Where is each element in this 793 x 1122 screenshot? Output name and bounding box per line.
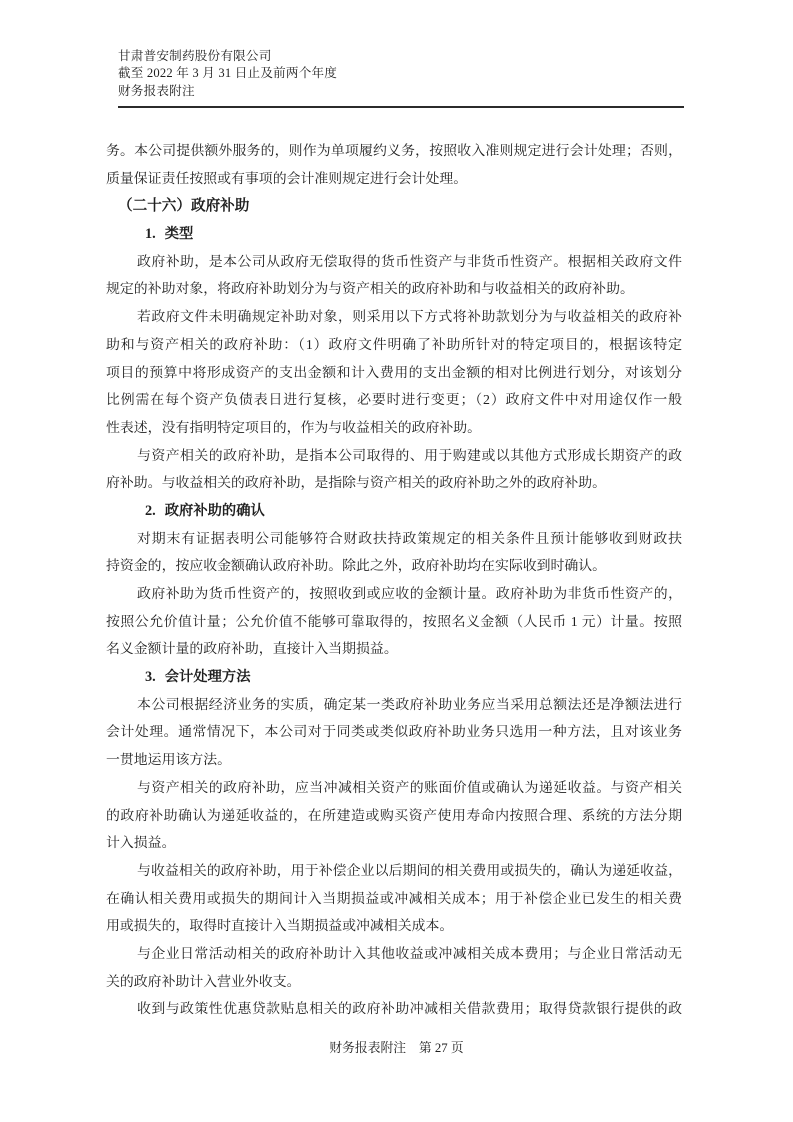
document-line: 与企业日常活动相关的政府补助计入其他收益或冲减相关成本费用；与企业日常活动无 [137,946,682,962]
document-line: 在确认相关费用或损失的期间计入当期损益或冲减相关成本；用于补偿企业已发生的相关费 [106,891,682,907]
document-line: 会计处理。通常情况下，本公司对于同类或类似政府补助业务只选用一种方法，且对该业务 [106,725,682,741]
document-line: 与资产相关的政府补助，是指本公司取得的、用于购建或以其他方式形成长期资产的政 [137,448,682,464]
document-line: 性表述，没有指明特定项目的，作为与收益相关的政府补助。 [106,420,482,436]
heading-number: 2. [145,502,156,519]
document-line: 收到与政策性优惠贷款贴息相关的政府补助冲减相关借款费用；取得贷款银行提供的政 [137,1002,682,1018]
document-line: 若政府文件未明确规定补助对象，则采用以下方式将补助款划分为与收益相关的政府补 [137,310,682,326]
document-line: 对期末有证据表明公司能够符合财政扶持政策规定的相关条件且预计能够收到财政扶 [137,531,682,547]
section-heading: （二十六）政府补助 [118,198,250,215]
header-rule [118,106,684,108]
heading-label: 会计处理方法 [164,669,251,686]
document-line: 本公司根据经济业务的实质，确定某一类政府补助业务应当采用总额法还是净额法进行 [137,697,682,713]
document-line: 名义金额计量的政府补助，直接计入当期损益。 [106,642,398,658]
heading-number: 1. [145,226,156,243]
document-line: 项目的预算中将形成资产的支出金额和计入费用的支出金额的相对比例进行划分，对该划分 [106,365,682,381]
heading-number: 3. [145,669,156,686]
document-title: 财务报表附注 [118,83,195,98]
heading-label: 政府补助的确认 [164,502,265,519]
document-line: 务。本公司提供额外服务的，则作为单项履约义务，按照收入准则规定进行会计处理；否则， [106,144,682,159]
document-body [106,138,682,1024]
document-line: 府补助。与收益相关的政府补助，是指除与资产相关的政府补助之外的政府补助。 [106,476,607,492]
document-line: 政府补助，是本公司从政府无偿取得的货币性资产与非货币性资产。根据相关政府文件 [137,254,682,270]
document-line: 质量保证责任按照或有事项的会计准则规定进行会计处理。 [106,171,468,187]
document-line: 按照公允价值计量；公允价值不能够可靠取得的，按照名义金额（人民币 1 元）计量。按照 [106,614,682,630]
document-line: 关的政府补助计入营业外收支。 [106,974,301,990]
document-line: 助和与资产相关的政府补助：（1）政府文件明确了补助所针对的特定项目的，根据该特定 [106,337,682,353]
subsection-heading [106,221,682,249]
page-header [118,48,684,100]
document-line: 用或损失的，取得时直接计入当期损益或冲减相关成本。 [106,919,454,935]
company-name: 甘肃普安制药股份有限公司 [118,49,272,63]
document-line: 持资金的，按应收金额确认政府补助。除此之外，政府补助均在实际收到时确认。 [106,559,607,575]
document-line: 的政府补助确认为递延收益的，在所建造或购买资产使用寿命内按照合理、系统的方法分期 [106,808,682,824]
document-line: 与收益相关的政府补助，用于补偿企业以后期间的相关费用或损失的，确认为递延收益， [137,863,682,879]
report-period: 截至 2022 年 3 月 31 日止及前两个年度 [118,66,338,81]
document-line: 与资产相关的政府补助，应当冲减相关资产的账面价值或确认为递延收益。与资产相关 [137,780,682,796]
document-line: 计入损益。 [106,836,176,852]
footer-text: 财务报表附注 第 27 页 [329,1041,464,1055]
subsection-heading [106,498,682,526]
document-line: 一贯地运用该方法。 [106,753,232,769]
heading-label: 类型 [164,226,194,243]
document-line: 比例需在每个资产负债表日进行复核，必要时进行变更；（2）政府文件中对用途仅作一般 [106,393,682,409]
document-line: 规定的补助对象，将政府补助划分为与资产相关的政府补助和与收益相关的政府补助。 [106,282,634,298]
page-footer [0,1039,793,1057]
document-line: 政府补助为货币性资产的，按照收到或应收的金额计量。政府补助为非货币性资产的， [137,587,682,602]
subsection-heading [106,664,682,692]
